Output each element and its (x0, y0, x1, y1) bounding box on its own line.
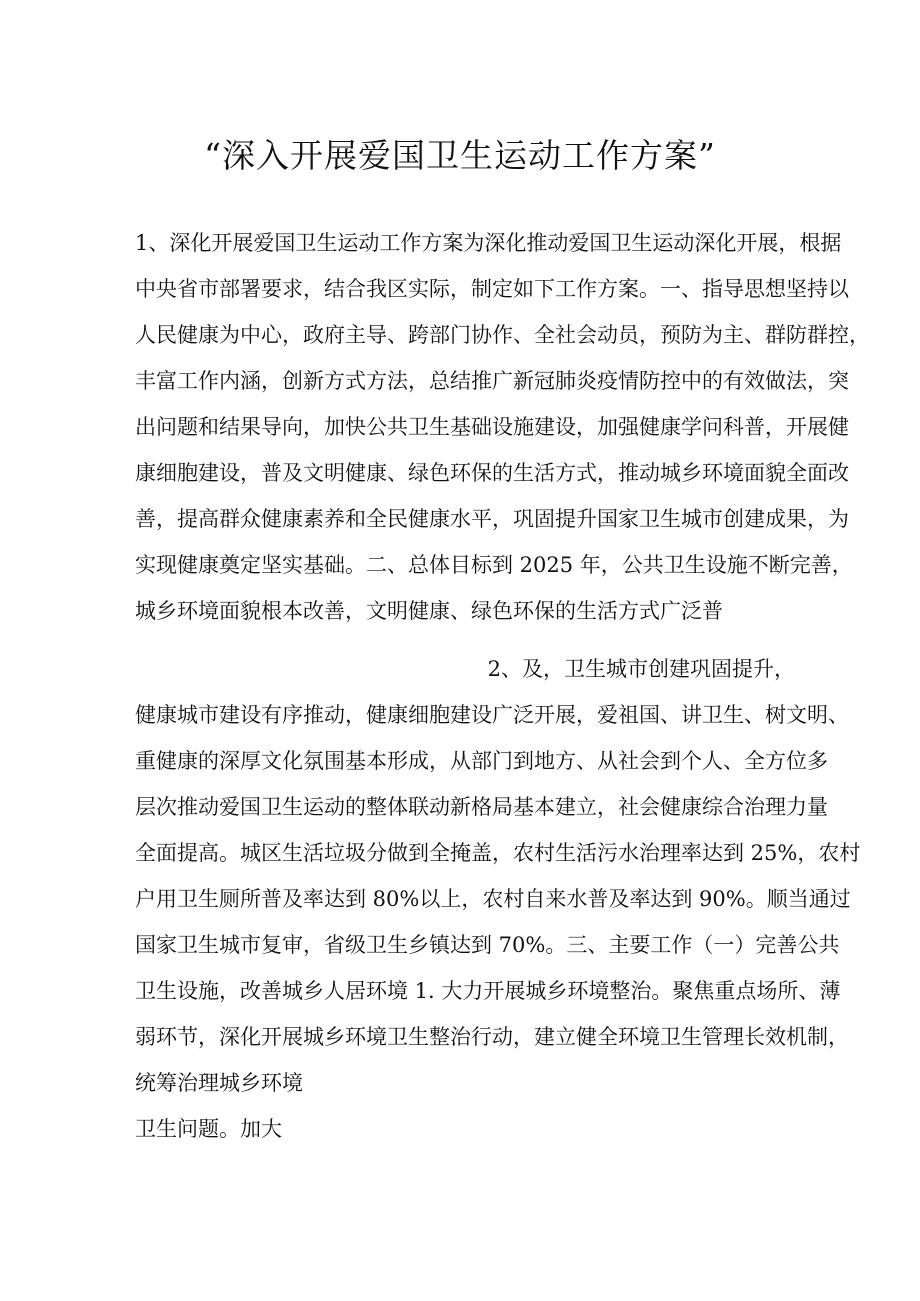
paragraph-line-9: 城乡环境面貌根本改善，文明健康、绿色环保的生活方式广泛普 (135, 599, 723, 623)
paragraph-line-1: 1、深化开展爱国卫生运动工作方案为深化推动爱国卫生运动深化开展，根据 (135, 231, 842, 255)
paragraph-line-7: 善，提高群众健康素养和全民健康水平，巩固提升国家卫生城市创建成果，为 (135, 507, 849, 531)
paragraph-line-13: 层次推动爱国卫生运动的整体联动新格局基本建立，社会健康综合治理力量 (135, 795, 828, 819)
paragraph-line-5: 出问题和结果导向，加快公共卫生基础设施建设，加强健康学问科普，开展健 (135, 415, 849, 439)
paragraph-line-19: 统筹治理城乡环境 (135, 1071, 303, 1095)
paragraph-line-11: 健康城市建设有序推动，健康细胞建设广泛开展，爱祖国、讲卫生、树文明、 (135, 703, 849, 727)
paragraph-line-10: 2、及，卫生城市创建巩固提升， (487, 657, 795, 681)
paragraph-line-4: 丰富工作内涵，创新方式方法，总结推广新冠肺炎疫情防控中的有效做法，突 (135, 369, 849, 393)
paragraph-line-3: 人民健康为中心，政府主导、跨部门协作、全社会动员，预防为主、群防群控， (135, 323, 870, 347)
paragraph-line-14: 全面提高。城区生活垃圾分做到全掩盖，农村生活污水治理率达到 25%，农村 (135, 841, 861, 865)
paragraph-line-6: 康细胞建设，普及文明健康、绿色环保的生活方式，推动城乡环境面貌全面改 (135, 461, 849, 485)
paragraph-line-12: 重健康的深厚文化氛围基本形成，从部门到地方、从社会到个人、全方位多 (135, 749, 828, 773)
paragraph-line-20: 卫生问题。加大 (135, 1117, 282, 1141)
paragraph-line-2: 中央省市部署要求，结合我区实际，制定如下工作方案。一、指导思想坚持以 (135, 277, 849, 301)
document-title: “深入开展爱国卫生运动工作方案” (204, 136, 716, 175)
paragraph-line-18: 弱环节，深化开展城乡环境卫生整治行动，建立健全环境卫生管理长效机制， (135, 1025, 849, 1049)
paragraph-line-17: 卫生设施，改善城乡人居环境 1. 大力开展城乡环境整治。聚焦重点场所、薄 (135, 979, 841, 1003)
paragraph-line-16: 国家卫生城市复审，省级卫生乡镇达到 70%。三、主要工作（一）完善公共 (135, 933, 840, 957)
paragraph-line-8: 实现健康奠定坚实基础。二、总体目标到 2025 年，公共卫生设施不断完善， (135, 553, 853, 577)
paragraph-line-15: 户用卫生厕所普及率达到 80%以上，农村自来水普及率达到 90%。顺当通过 (135, 887, 851, 911)
